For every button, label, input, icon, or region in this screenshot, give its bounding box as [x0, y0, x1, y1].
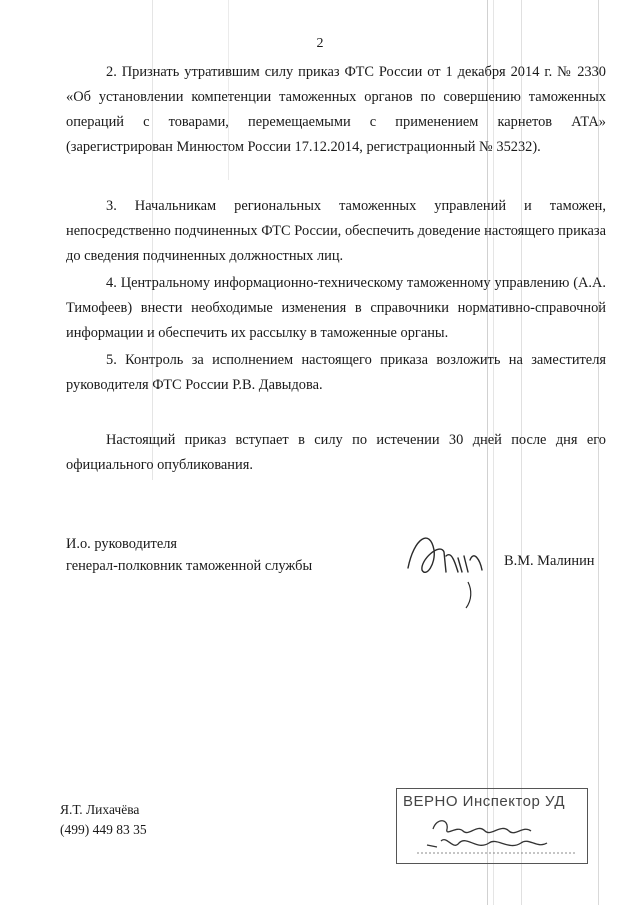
executor-name: Я.Т. Лихачёва: [60, 802, 140, 817]
paragraph-text: 3. Начальникам региональных таможенных управлений и таможен, непосредственно подчиненных ФТС России, обеспечить доведение настоящего приказа до сведения подчиненных должностных лиц.: [66, 198, 606, 264]
paragraph-4: [66, 271, 606, 346]
certification-stamp: [396, 788, 588, 864]
stamp-handwriting: [397, 789, 587, 863]
page-number: 2: [316, 36, 324, 51]
paragraph-5: [66, 348, 606, 398]
paragraph-text: 4. Центральному информационно-техническому таможенному управлению (А.А. Тимофеев) внести необходимые изменения в справочники нормативно-справочной информации и обеспечить их рассылку в таможенные органы.: [66, 275, 606, 341]
handwritten-signature: [400, 520, 510, 610]
signatory-position: [66, 533, 312, 577]
paragraph-2: [66, 60, 606, 160]
stamp-title: ВЕРНО Инспектор УД: [403, 793, 566, 810]
executor-block: [60, 800, 147, 840]
paragraph-text: 2. Признать утратившим силу приказ ФТС России от 1 декабря 2014 г. № 2330 «Об установлении компетенции таможенных органов по совершению таможенных операций с товарами, перемещаемыми с применением карнетов АТА» (зарегистрирован Минюстом России 17.12.2014, регистрационный № 35232).: [66, 64, 606, 155]
effective-date-paragraph: [66, 428, 606, 478]
rank-line: генерал-полковник таможенной службы: [66, 558, 313, 574]
position-line: И.о. руководителя: [66, 536, 178, 552]
signatory-name: В.М. Малинин: [504, 553, 595, 569]
paragraph-text: Настоящий приказ вступает в силу по истечении 30 дней после дня его официального опубликования.: [66, 432, 606, 473]
paragraph-3: [66, 194, 606, 269]
paragraph-text: 5. Контроль за исполнением настоящего приказа возложить на заместителя руководителя ФТС России Р.В. Давыдова.: [66, 352, 606, 393]
executor-phone: (499) 449 83 35: [60, 822, 147, 837]
